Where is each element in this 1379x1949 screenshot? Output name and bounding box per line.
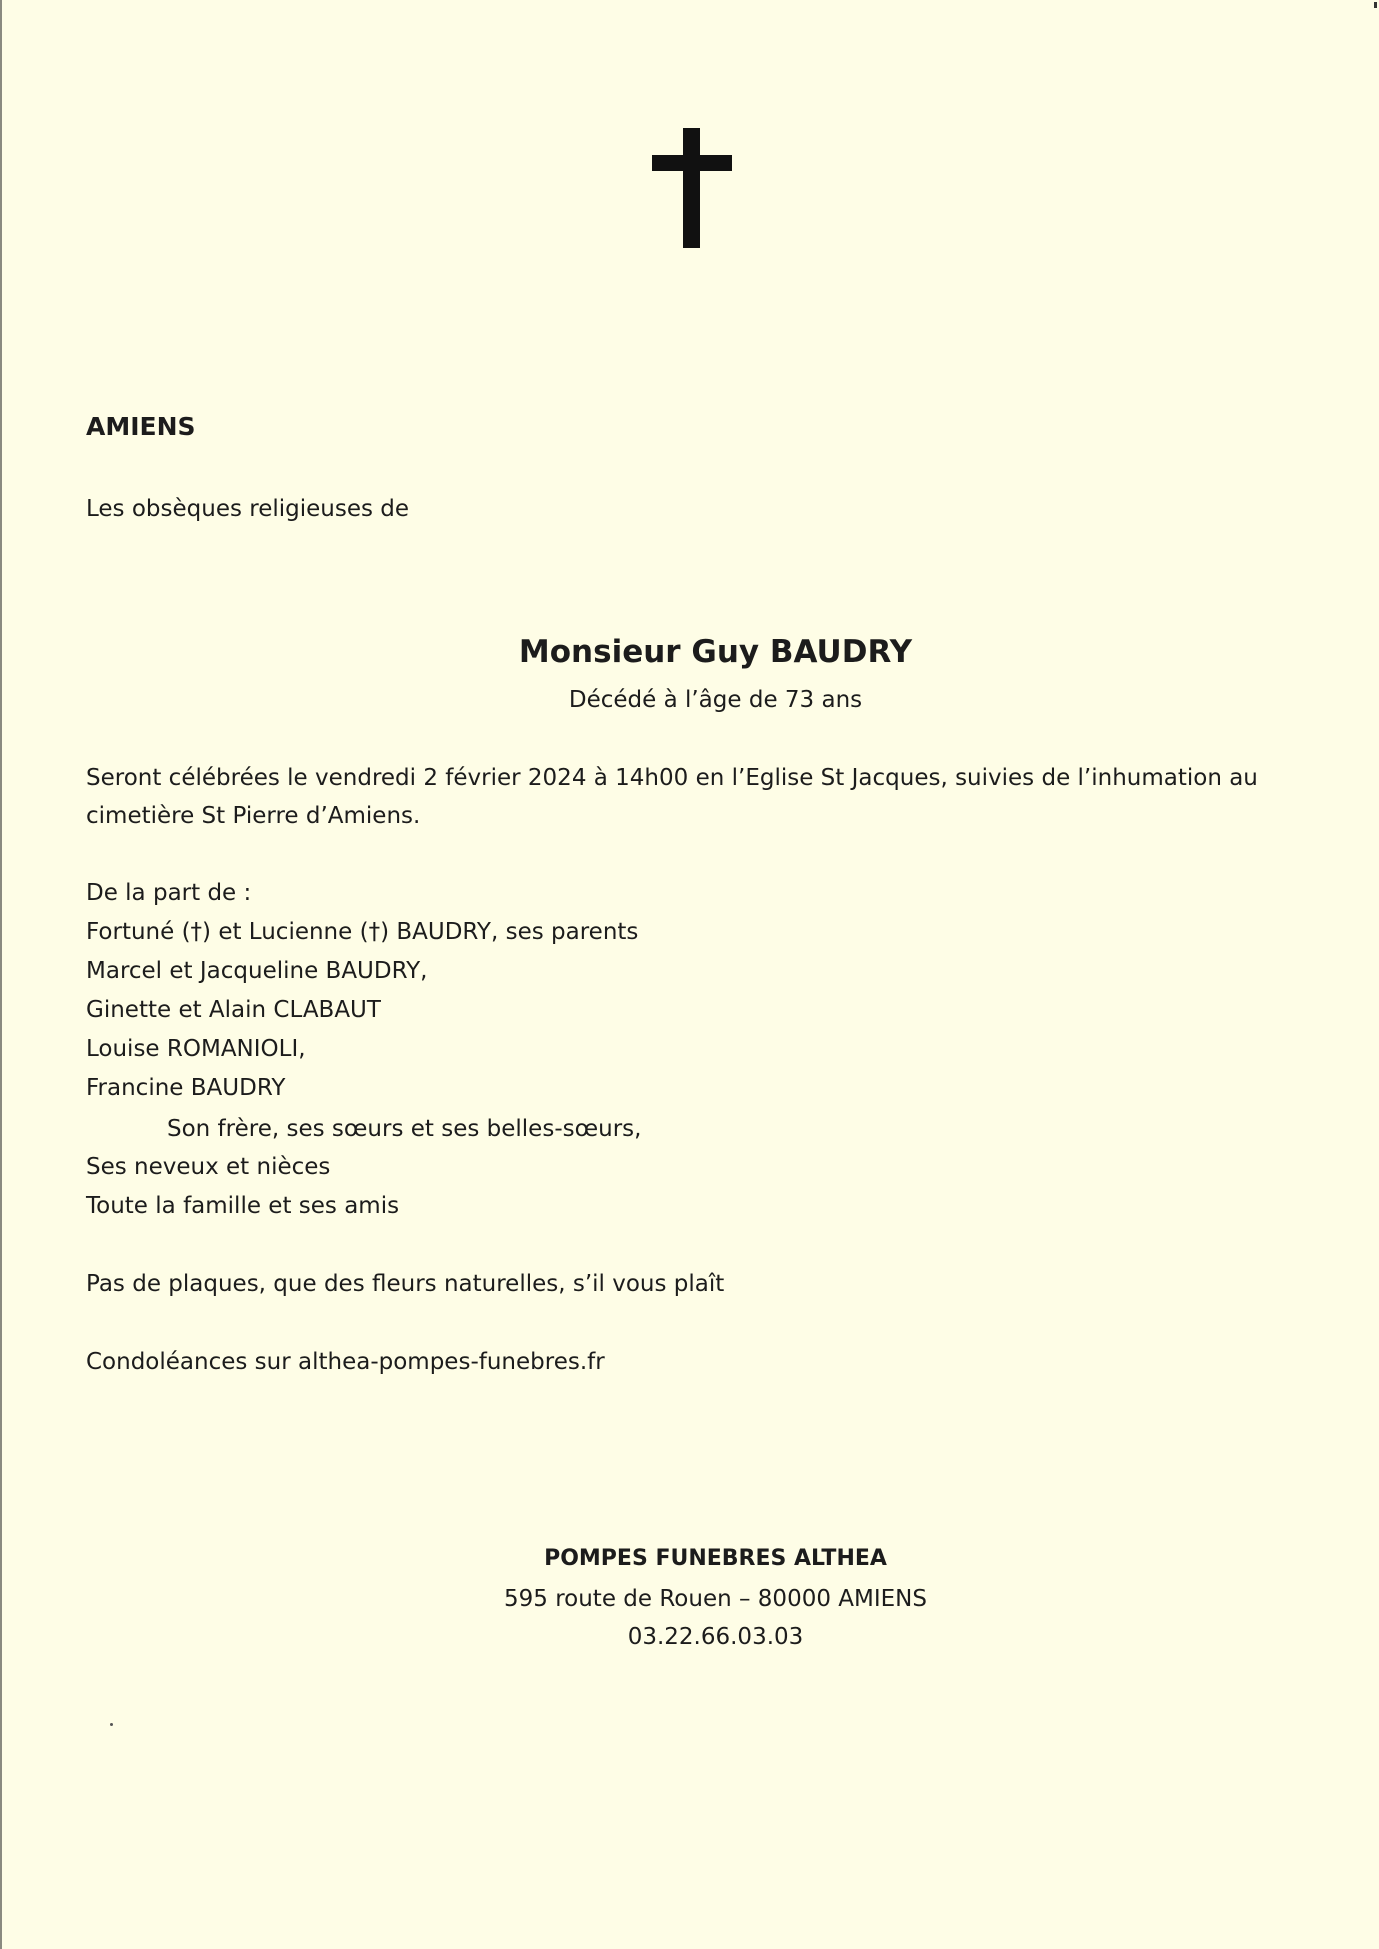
family-line: Fortuné (†) et Lucienne (†) BAUDRY, ses parents [86, 919, 639, 945]
ceremony-line-1: Seront célébrées le vendredi 2 février 2024 à 14h00 en l’Eglise St Jacques, suivies de l’inhumation au [86, 765, 1258, 791]
cross-icon [652, 128, 732, 248]
condolences-note: Condoléances sur althea-pompes-funebres.fr [86, 1349, 605, 1375]
ceremony-line-2: cimetière St Pierre d’Amiens. [86, 803, 421, 829]
family-line: Marcel et Jacqueline BAUDRY, [86, 958, 428, 984]
flowers-note: Pas de plaques, que des fleurs naturelles, s’il vous plaît [86, 1271, 725, 1297]
family-line: Ses neveux et nièces [86, 1154, 331, 1180]
funeral-home-name: POMPES FUNEBRES ALTHEA [544, 1546, 887, 1571]
funeral-home-phone: 03.22.66.03.03 [627, 1624, 804, 1650]
family-line: Louise ROMANIOLI, [86, 1036, 306, 1062]
family-line: Son frère, ses sœurs et ses belles-sœurs, [167, 1116, 642, 1142]
family-line: Ginette et Alain CLABAUT [86, 997, 381, 1023]
family-line: Francine BAUDRY [86, 1075, 286, 1101]
scan-mark [1374, 2, 1377, 8]
page-edge [0, 0, 2, 1949]
funeral-home-address: 595 route de Rouen – 80000 AMIENS [504, 1586, 927, 1612]
speck [110, 1723, 113, 1726]
family-heading: De la part de : [86, 880, 252, 906]
deceased-name: Monsieur Guy BAUDRY [518, 634, 913, 670]
deceased-age: Décédé à l’âge de 73 ans [568, 687, 863, 713]
intro-text: Les obsèques religieuses de [86, 496, 410, 522]
family-line: Toute la famille et ses amis [86, 1193, 400, 1219]
city-heading: AMIENS [86, 412, 196, 441]
